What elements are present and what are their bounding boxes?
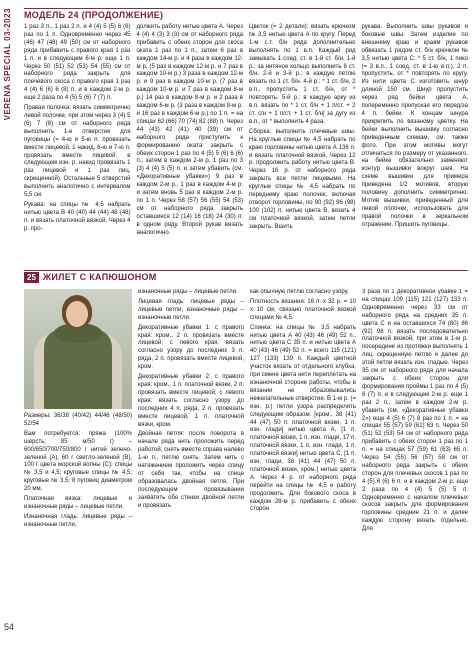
paragraph: 1 раз 3 п., 1 раз 2 п. и 4 (4) 5 (5) 6 (6) раз по 1 п. Одновременно через 45 (46) 47 (48) 49 (50) см от наборного ряда прибавить с правого края 1 раз 1 п. и в следующем 6-м р. еще 1 п. Через 50 (51) 52 (53) 54 (55) см от наборного ряда закрыть для плечевого скоса с правого края 1 раз 4 (4) 6 (6) 6 (8) п. и в каждом 2-м р. еще 2 раза по 4 (5) 5 (6) 7 (7) п.: [24, 24, 131, 102]
model-photo: [24, 289, 132, 409]
column-4: [362, 24, 469, 239]
section-header-25: [24, 270, 468, 283]
paragraph: Платочная вязка: лицевые и изнаночные ряды – лицевые петли.: [24, 496, 132, 510]
sizes-block: [24, 413, 132, 530]
face-shape: [66, 301, 88, 327]
paragraph: Декоративные убавки 2: с правого края: кром., 1 п. платочной вязки, 2 п. провязать вместе лицевой; с левого края: вязать согласно узору до последних 4 п. ряда, 2 п. провязать вместе лицевой, 1 п. платочной вязки, кром.: [138, 374, 244, 428]
paragraph: Изнаночная гладь: лицевые ряды – изнаночные петли,: [24, 513, 132, 528]
paragraph: Цветок (= 2 детали): вязать крючком № 3,5 нитью цвета А по кругу. Перед 1-м с.т. б/н ряда дополнительно выполнять по 1 в.п. Каждый ряд замыкать 1 соед. ст. в 1-й ст. б/н. 1-й р.: за нитяное кольцо выполнить 8 ст. б/н. 2-й и 3-й р.: в каждую петлю вязать по 1 ст. б/н. 4-й р.: * 1 ст. б/н, 2 в.п., пропустить 1 ст. б/н, от * повторять. 5-й р.: в каждую арку из в.п. вязать по * 1 ст. б/н + 1 п/ст. + 2 ст. с/н + 1 п/ст. + 1 ст. б/н] за дугу из в.п., от * выполнить 4 раза.: [249, 24, 356, 125]
paragraph: Двойная петля: после поворота в начале ряда нить проложить перед работой, снять вместе справа налево 1-ю п., петлю снять. Затем нить с натяжением проложить через спицу от себя так, чтобы на спице образовалась двойная петля. При последующем провязывании захватить обе стенки двойной петли и провязать: [138, 431, 244, 509]
paragraph: Размеры: 36/38 (40/42) 44/46 (48/50) 52/54: [24, 413, 132, 427]
paragraph: рукава. Выполнить швы рукавов и боковые швы. Затем изделие по внешнему краю и краям рукавов обвязать 1 рядом ст. б/н крючком № 3,5 нитью цвета С: * 5 ст. б/н, 1 пико (= 3 в.п., 1 соед. ст. в 1-ю в.п.), 2 п. пропустить, от * повторять по кругу. Из нити цвета С изготовить шнур длиной 150 см. Шнур пропустить через ряд бейки цвета А, попеременно пропуская его перед/за 4 п. бейки. К концам шнура прикрепить по вязаному цветку. На бейки выполнить вышивку согласно приведенным схемам, см. также фото. При этом мотивы могут отличаться по размеру от указанного, на бейке обязательно заменяют контур вышивки вокруг шея. На схеме вышивки для примера приведена 1/2 мотивов, вторую половину дополнить симметрично. Мотив вышивки, приведенный для левой полочки, использовать для правой полочки в зеркальном отражении. Пришить пуговицы.: [361, 24, 468, 228]
page-content: [24, 8, 468, 651]
column-2: [250, 289, 356, 651]
paragraph: Спинка: на спицы № 3,5 набрать нитью цвета А 40 (43) 46 (49) 52 п., нитью цвета С 35 п. и нитью цвета А 40 (43) 46 (49) 52 п. = всего 115 (121) 127 (133) 139 п. Каждый цветной участок вязать от отдельного клубка, при смене цвета нити переплетать на изнаночной стороне работы, чтобы в вязании не образовывались нежелательные отверстия. В 1-м р. (= изн. р.) петли узора распределить следующим образом: [кром., 38 (41) 44 (47) 50 п. платочной вязки, 1 п. изн. глади] нитью цвета А, [1 п. платочной вязки, 1 п. изн. глади, 17 п. платочной вязки, 1 п. изн. глади, 1 п. платочной вязки] нитью цвета С, [1 п. изн. глади, 38 (41) 44 (47) 50 п. платочной вязки, кром.] нитью цвета А. Через 4 р. от наборного ряда перейти на спицы № 4,5 и работу продолжить. Для бокового скоса в каждом 28-м р. прибавить с обеих сторон: [250, 324, 356, 513]
magazine-title-vertical: [0, 0, 20, 170]
column-2: [137, 24, 244, 239]
column-1: [138, 289, 244, 651]
photo-column: [24, 289, 132, 651]
page-number: 54: [4, 622, 15, 632]
section-title: МОДЕЛЬ 24 (ПРОДОЛЖЕНИЕ): [24, 10, 164, 20]
magazine-title: VERENA SPECIAL 03-2023: [3, 8, 12, 121]
paragraph: Правая полочка: вязать симметрично левой полочке, при этом через 3 (4) 5 (6) 7 (8) см от наборного ряда выполнить 1-е отверстие для пуговицы (= 4-ю и 5-ю п. провязать вместе лицевой, 1 накид, 6-ю и 7-ю п. провязать вместе лицевой; в следующем изн. р. накид провязать 1 раз лицевой и 1 раз лиц. скрещенной). Остальные 5 отверстий выполнить аналогично с интервалом 5,5 см.: [24, 105, 131, 199]
column-3: [249, 24, 356, 239]
column-1: [24, 24, 131, 239]
paragraph: Плотность вязания: 16 п. x 32 р. = 10 x 10 см, связано платочной вязкой спицами № 4,5.: [250, 298, 356, 321]
text-columns: [24, 24, 468, 239]
paragraph: Вам потребуется: пряжа (100% шерсть; 85 м/50 г) – 600/650/700/750/800 г нитей зелено-зеленой (А), 60 г светло-зеленой (В), 100 г цвета морской волны (С); спицы № 3,5 и 4,5; круговые спицы № 4,5; круговые № 3,5; 8 пуговиц диаметром 20 мм.: [24, 430, 132, 493]
paragraph: Лицевая гладь: лицевые ряды – лицевые петли, изнаночные ряды – изнаночные петли.: [138, 298, 244, 321]
section-title: ЖИЛЕТ С КАПЮШОНОМ: [42, 272, 157, 282]
section-header: [24, 8, 468, 21]
lower-text: [138, 289, 468, 651]
paragraph: как обычную петлю согласно узору.: [250, 289, 349, 295]
text-columns: [138, 289, 468, 651]
paragraph: Рукава: на спицы № 4,5 набрать нитью цвета В 40 (40) 44 (44) 48 (48) п. и вязать платочной вязкой. Через 4 р. про-: [24, 201, 131, 232]
paragraph: Сборка: выполнить плечевые швы. На круглые спицы № 4,5 набрать по краю горловины нитью цвета А 136 п. и вязать платочной вязкой. Через 12 р. продолжить работу нитью цвета В. Через 16 р. от наборного ряда закрыть все петли лицевыми. На круглые спицы № 4,5 набрать по переднему краю полочек, включая отворот горловины, по 90 (92) 96 (98) 100 (102) п. нитью цвета В, вязать 4 см платочной вязкой, затем петли закрыть. Вшить: [249, 128, 356, 230]
top-section: [24, 8, 468, 270]
paragraph: 3 раза по 1 декоративной убавке 1 = на спицах 109 (115) 121 (127) 133 п. Одновременно через 33 см от наборного ряда на средних 35 п. цвета С и на оставшихся 74 (80) 86 (92) 98 п. вязать последовательно платочной вязкой, при этом в 1-м р. посередине из протяжки выполнять 1 лиц. скрещенную петлю и далее до этой петли вязать изн. гладью. Через 35 см от наборного ряда для начала закрыть с обеих сторон для формирования проймы 1 раз по 4 (5) 6 (7) п. и в следующем 2-м р. еще 1 раз 2 п., затем в каждом 2-м р. убавить (см. «Декоративные убавки 2») еще 4 (5) 6 (7) 8 раз по 1 п. = на спицах 55 (57) 59 (61) 63 п. Через 50 (51) 52 (53) 54 см от наборного ряда прибавить с обеих сторон 1 раз по 1 п. = на спицах 57 (59) 61 (63) 65 п. Через 54 (55) 56 (57) 58 см от наборного ряда закрыть с обеих сторон для плечевых скосов 1 раз по 4 (5) 6 (6) 6 п. и в каждом 2-м р. еще 2 раза по 4 (4) 5 (5) 5 п. Одновременно с началом плечевых скосов закрыть для формирования горловины средние 21 п. и далее каждую сторону вязать отдельно. Для: [362, 289, 468, 533]
column-3: [362, 289, 468, 651]
paragraph: должить работу нитью цвета А. Через 4 (4) 4 (3) 3 (3) см от наборного ряда прибавить с обеих сторон для скоса оката 1 раз по 1 п., затем 6 раз в каждом 14-м р. и 4 раза в каждом 12-м р. (5 раз в каждом 12-м р. и 7 раз в каждом 10-м р.) 3 раза в каждом 12-м р. и 9 раз в каждом 10-м р. (7 раз в каждом 10-м р. и 7 раз в каждом 8-м р.) 14 раз в каждом 8-м р. и 2 раза в каждом 6-м р. (3 раза в каждом 8-м р. и 16 раз в каждом 6-м р.) по 1 п. = на спицах 62 (66) 70 (74) 82 (88) п. Через 44 (43) 42 (41) 40 (39) см от наборного ряда приступить к формированию оката: закрыть с обеих сторон 1 раз по 4 (5) 5 (6) 6 (6) п., затем в каждом 2-м р. 1 раз по 3 (3) 4 (4) 5 (5) п. и затем убавить (см. «Декоративные убавки») 9 раз в каждом 2-м р., 1 раз в каждом 4-м р. и затем вновь 5 раз в каждом 2-м р. по 1 п. Через 58 (57) 56 (55) 54 (53) см от наборного ряда закрыть оставшиеся 12 (14) 16 (18) 24 (30) п. в одном ряду. Второй рукав вязать аналогично.: [136, 24, 243, 236]
model-number-badge: 25: [24, 272, 39, 283]
paragraph: изнаночные ряды – лицевые петли.: [138, 289, 238, 295]
bottom-section: [24, 289, 468, 651]
paragraph: Декоративные убавки 1: с правого края: кром., 2 п. провязать вместе лицевой; с левого края: вязать согласно узору до последних 3 п. ряда, 2 п. провязать вместе лицевой, кром.: [138, 324, 244, 371]
